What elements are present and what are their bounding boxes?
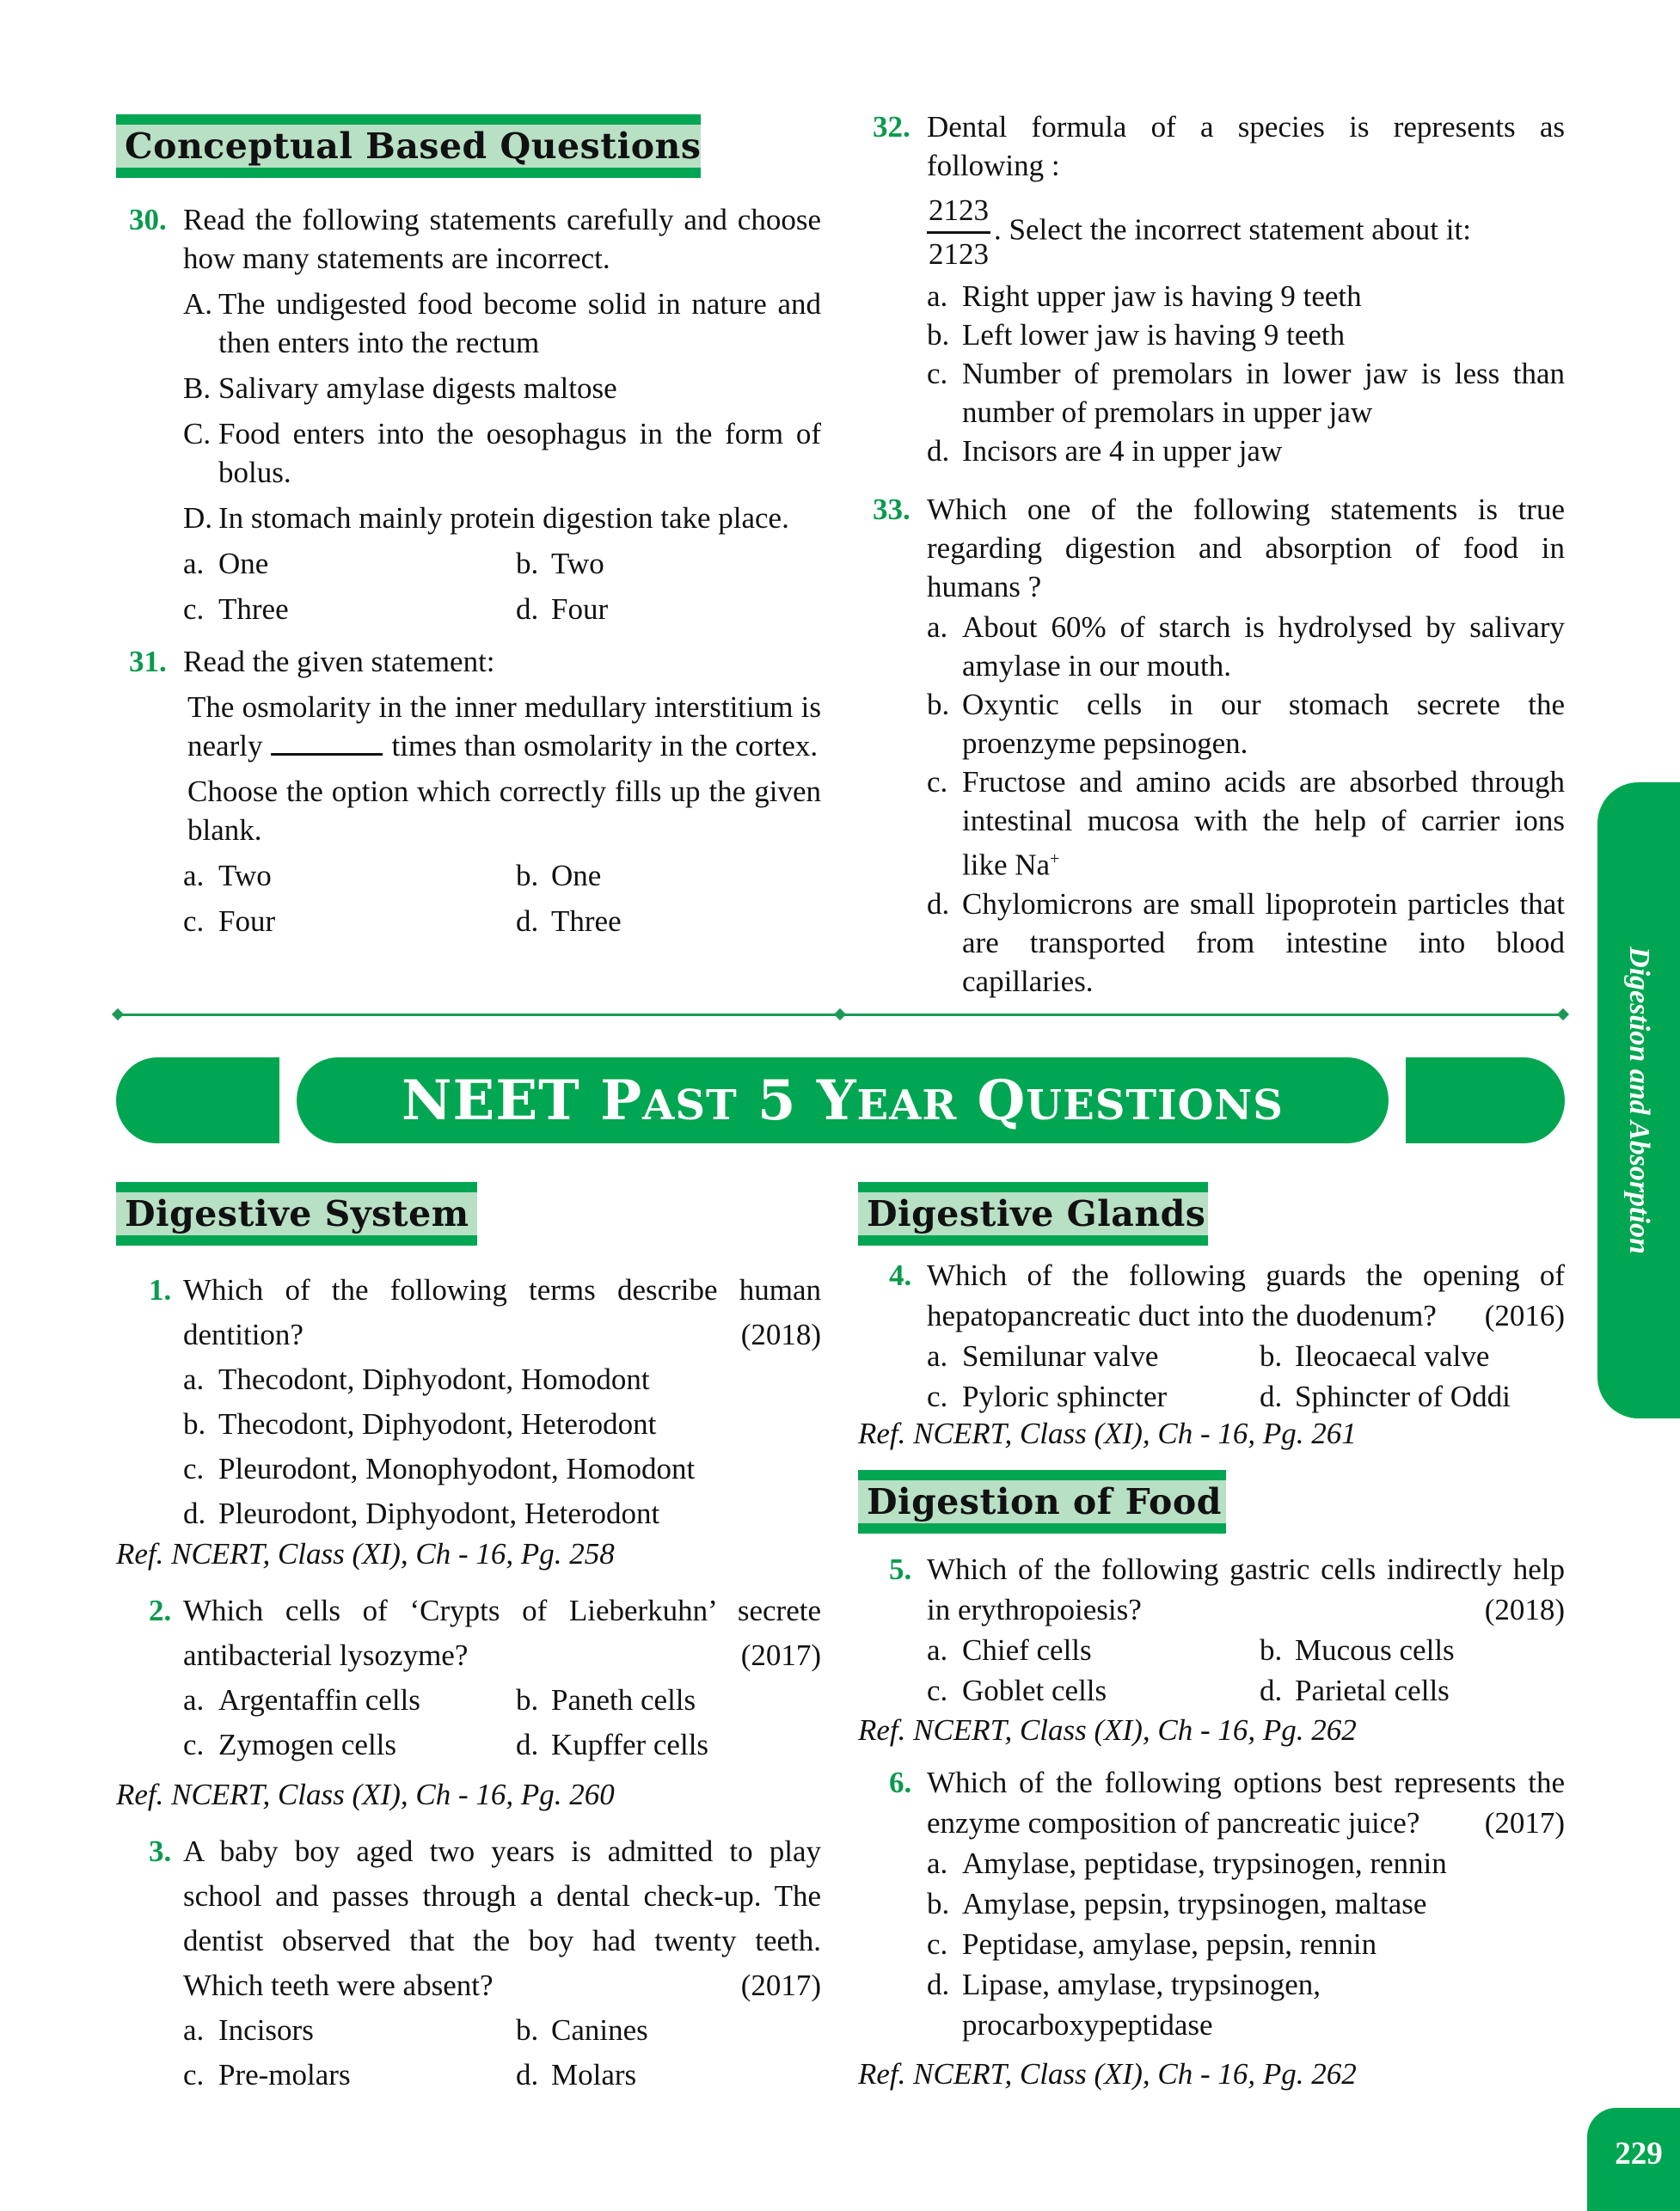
banner-word: 5 — [737, 1068, 817, 1133]
banner-word: NEET — [402, 1068, 601, 1133]
question-number: 3. — [149, 1834, 172, 1868]
page-number-badge — [1587, 2108, 1680, 2211]
option-d[interactable] — [516, 590, 821, 628]
option-text: Fructose and amino acids are absorbed through intestinal mucosa with the help of carrier ions like Na — [962, 765, 1565, 882]
option-label: a. — [927, 1633, 948, 1667]
statement-b — [183, 369, 821, 407]
question-year: (2018) — [1484, 1593, 1565, 1626]
question-30 — [129, 200, 821, 628]
option-c[interactable] — [927, 1924, 1565, 1964]
option-label: c. — [183, 904, 205, 938]
question-number: 1. — [149, 1273, 172, 1307]
question-text-body: Which of the following gastric cells indirectly help in erythropoiesis? — [927, 1553, 1565, 1626]
option-c[interactable] — [183, 2053, 516, 2098]
divider-diamond-icon — [834, 1008, 846, 1020]
option-label: a. — [927, 1339, 948, 1373]
option-b[interactable] — [183, 1402, 821, 1447]
option-text: Pleurodont, Monophyodont, Homodont — [218, 1452, 696, 1485]
question-text: Which one of the following statements is true regarding digestion and absorption of food in humans ? — [927, 493, 1565, 603]
question-text: Read the following statements carefully and choose how many statements are incorrect. — [183, 203, 821, 275]
option-text: Four — [551, 592, 609, 626]
option-text: Oxyntic cells in our stomach secrete the proenzyme pepsinogen. — [962, 688, 1565, 760]
statement-post: times than osmolarity in the cortex. — [391, 729, 819, 763]
formula-denominator: 2123 — [929, 237, 989, 271]
question-text-body: A baby boy aged two years is admitted to play school and passes through a dental check-up. The dentist observed that the boy had twenty teeth. Which teeth were absent? — [183, 1834, 821, 2002]
option-c[interactable] — [183, 1723, 516, 1767]
statement-pre: The osmolarity in the inner medullary interstitium is nearly — [187, 690, 821, 763]
question-text — [927, 1762, 1565, 1843]
option-a[interactable] — [927, 1630, 1260, 1670]
section-heading-digestion-of-food — [858, 1470, 1226, 1534]
banner-right-cap — [1406, 1057, 1565, 1143]
option-text: Molars — [551, 2058, 637, 2092]
option-label: a. — [183, 2013, 205, 2047]
statement-a — [183, 285, 821, 362]
option-b[interactable] — [927, 1883, 1565, 1924]
section-heading-digestive-glands — [858, 1182, 1208, 1246]
option-d[interactable] — [927, 432, 1565, 470]
chapter-side-tab-label — [1597, 782, 1680, 1418]
option-text: Two — [218, 859, 272, 892]
neet-question-6 — [889, 1762, 1565, 2045]
neet-question-3 — [149, 1829, 821, 2098]
option-label: b. — [516, 547, 539, 580]
option-a[interactable] — [927, 1336, 1260, 1376]
option-text: Chief cells — [962, 1633, 1092, 1667]
option-text: One — [551, 859, 602, 892]
option-label: b. — [927, 318, 950, 352]
option-text: Chylomicrons are small lipoprotein particles that are transported from intestine into blood capillaries. — [962, 886, 1565, 998]
statement-label: D. — [183, 501, 213, 535]
fill-blank — [271, 727, 383, 756]
statement-text: The undigested food become solid in nature and then enters into the rectum — [218, 287, 821, 359]
option-text: Incisors are 4 in upper jaw — [962, 434, 1283, 468]
option-d[interactable] — [927, 1964, 1375, 2045]
section-heading-text: Digestive System — [125, 1193, 469, 1234]
option-c[interactable] — [183, 590, 516, 628]
option-text: Incisors — [218, 2013, 314, 2047]
option-b[interactable] — [1260, 1336, 1565, 1376]
neet-question-1 — [149, 1268, 821, 1536]
option-label: c. — [927, 1674, 948, 1707]
options — [183, 856, 821, 940]
option-label: d. — [516, 2058, 539, 2092]
option-label: b. — [516, 2013, 539, 2047]
question-text — [183, 1829, 821, 2008]
option-c[interactable] — [927, 1670, 1260, 1711]
question-text — [183, 1268, 821, 1357]
neet-question-2 — [149, 1589, 821, 1767]
option-a[interactable] — [927, 1843, 1565, 1883]
ncert-reference: Ref. NCERT, Class (XI), Ch - 16, Pg. 258 — [116, 1537, 615, 1571]
option-d[interactable] — [183, 1491, 821, 1536]
banner-word: EAR — [856, 1081, 958, 1130]
option-label: d. — [1260, 1380, 1283, 1413]
option-label: d. — [516, 1728, 539, 1761]
option-label: a. — [183, 1363, 205, 1396]
option-label: d. — [516, 904, 539, 938]
neet-banner — [297, 1057, 1389, 1143]
option-text: Paneth cells — [551, 1683, 696, 1717]
option-a[interactable] — [183, 544, 516, 583]
option-a[interactable] — [927, 277, 1565, 315]
option-label: d. — [927, 434, 950, 468]
question-text: Read the given statement: — [183, 645, 495, 678]
question-number: 4. — [889, 1259, 912, 1292]
question-year: (2017) — [740, 1638, 821, 1672]
option-text: Argentaffin cells — [218, 1683, 420, 1717]
option-text: Ileocaecal valve — [1295, 1339, 1490, 1373]
option-label: d. — [927, 886, 950, 921]
question-text — [927, 1549, 1565, 1630]
option-text: Semilunar valve — [962, 1339, 1159, 1373]
section-heading-digestive-system — [116, 1182, 477, 1246]
question-text-body: Which of the following options best represents the enzyme composition of pancreatic juice? — [927, 1766, 1565, 1840]
option-b[interactable] — [516, 544, 821, 583]
option-a[interactable] — [183, 856, 516, 895]
option-label: b. — [516, 1683, 539, 1717]
banner-word: Y — [816, 1068, 857, 1133]
option-text: Pleurodont, Diphyodont, Heterodont — [218, 1497, 660, 1530]
option-text: Pre-molars — [218, 2058, 351, 2092]
formula-fraction — [927, 190, 990, 275]
question-32 — [873, 107, 1565, 470]
option-text: Right upper jaw is having 9 teeth — [962, 279, 1362, 313]
option-text: Peptidase, amylase, pepsin, rennin — [962, 1927, 1377, 1961]
statement-text: Food enters into the oesophagus in the form of bolus. — [218, 417, 821, 489]
question-number: 30. — [129, 203, 167, 236]
option-b[interactable] — [516, 1678, 821, 1723]
option-label: a. — [183, 1683, 205, 1717]
option-c[interactable] — [927, 354, 1565, 432]
option-d[interactable] — [927, 885, 1565, 1001]
question-year: (2017) — [1484, 1806, 1565, 1840]
statement-label: C. — [183, 417, 212, 450]
option-a[interactable] — [183, 1678, 516, 1723]
option-label: d. — [1260, 1674, 1283, 1707]
section-heading-text: Digestion of Food — [867, 1481, 1222, 1522]
option-label: d. — [927, 1968, 950, 2001]
option-label: a. — [183, 547, 205, 580]
option-label: a. — [183, 859, 205, 892]
question-text — [927, 1255, 1565, 1336]
option-label: c. — [927, 357, 948, 390]
question-31 — [129, 642, 821, 940]
option-label: c. — [183, 2058, 205, 2092]
ncert-reference: Ref. NCERT, Class (XI), Ch - 16, Pg. 262 — [858, 2057, 1357, 2091]
option-a[interactable] — [183, 2008, 516, 2053]
statement-d — [183, 499, 821, 537]
option-label: b. — [183, 1407, 206, 1441]
option-label: b. — [927, 688, 950, 721]
question-number: 6. — [889, 1766, 912, 1799]
option-b[interactable] — [927, 685, 1565, 763]
ncert-reference: Ref. NCERT, Class (XI), Ch - 16, Pg. 261 — [858, 1417, 1357, 1450]
option-d[interactable] — [1260, 1670, 1565, 1711]
statement-label: B. — [183, 371, 212, 405]
section-heading-text: Digestive Glands — [867, 1193, 1206, 1234]
banner-left-cap — [116, 1057, 279, 1143]
options — [927, 1336, 1565, 1417]
question-year: (2017) — [740, 1969, 821, 2002]
statement-label: A. — [183, 287, 213, 321]
option-c[interactable] — [927, 1376, 1260, 1417]
option-label: b. — [1260, 1633, 1283, 1667]
option-text: Sphincter of Oddi — [1295, 1380, 1511, 1413]
option-label: d. — [516, 592, 539, 626]
option-c[interactable] — [927, 763, 1565, 885]
banner-word: UESTIONS — [1026, 1081, 1284, 1130]
option-label: d. — [183, 1497, 206, 1530]
option-a[interactable] — [183, 1357, 821, 1402]
divider-diamond-icon — [1557, 1008, 1569, 1020]
options — [183, 2008, 821, 2098]
instruction: Choose the option which correctly fills up the given blank. — [187, 775, 821, 847]
option-text: Canines — [551, 2013, 648, 2047]
question-text-body: Which cells of ‘Crypts of Lieberkuhn’ secrete antibacterial lysozyme? — [183, 1594, 821, 1672]
ncert-reference: Ref. NCERT, Class (XI), Ch - 16, Pg. 260 — [116, 1778, 615, 1811]
option-text: Four — [218, 904, 276, 938]
option-d[interactable] — [1260, 1376, 1565, 1417]
formula-numerator: 2123 — [927, 190, 990, 234]
question-text-body: Which of the following guards the opening of hepatopancreatic duct into the duodenum? — [927, 1259, 1565, 1332]
option-text: Goblet cells — [962, 1674, 1107, 1707]
option-label: c. — [927, 1927, 948, 1961]
option-c[interactable] — [183, 1447, 821, 1491]
option-text: Thecodont, Diphyodont, Homodont — [218, 1363, 650, 1396]
question-year: (2016) — [1484, 1299, 1565, 1332]
option-text: Parietal cells — [1295, 1674, 1450, 1707]
option-text: Thecodont, Diphyodont, Heterodont — [218, 1407, 657, 1441]
neet-banner-title — [402, 1069, 1284, 1133]
option-text: Three — [551, 904, 622, 938]
banner-word: P — [600, 1068, 643, 1133]
neet-question-4 — [889, 1255, 1565, 1417]
option-label: a. — [927, 610, 948, 644]
option-d[interactable] — [516, 1723, 821, 1767]
option-d[interactable] — [516, 902, 821, 940]
option-text: Left lower jaw is having 9 teeth — [962, 318, 1346, 352]
option-text: About 60% of starch is hydrolysed by salivary amylase in our mouth. — [962, 610, 1565, 683]
option-text: Two — [551, 547, 604, 580]
options — [183, 1678, 821, 1767]
option-text: Pyloric sphincter — [962, 1380, 1168, 1413]
banner-word: Q — [957, 1068, 1027, 1133]
section-heading-conceptual — [116, 114, 701, 178]
option-label: b. — [927, 1887, 950, 1920]
blank-statement — [183, 688, 821, 765]
option-label: c. — [183, 1452, 205, 1485]
dental-formula — [927, 190, 1565, 275]
option-b[interactable] — [1260, 1630, 1565, 1670]
superscript-plus: + — [1050, 849, 1060, 868]
question-text — [183, 1589, 821, 1678]
option-label: b. — [516, 859, 539, 892]
option-b[interactable] — [516, 2008, 821, 2053]
option-label: b. — [1260, 1339, 1283, 1373]
option-c[interactable] — [183, 902, 516, 940]
option-text: Amylase, pepsin, trypsinogen, maltase — [962, 1887, 1427, 1920]
option-text: Amylase, peptidase, trypsinogen, rennin — [962, 1847, 1447, 1880]
options — [183, 544, 821, 628]
option-text: Kupffer cells — [551, 1728, 709, 1761]
question-number: 2. — [149, 1594, 172, 1627]
statement-c — [183, 414, 821, 492]
option-d[interactable] — [516, 2053, 821, 2098]
option-a[interactable] — [927, 608, 1565, 685]
ncert-reference: Ref. NCERT, Class (XI), Ch - 16, Pg. 262 — [858, 1713, 1357, 1747]
option-text: Zymogen cells — [218, 1728, 397, 1761]
statement-text: Salivary amylase digests maltose — [218, 371, 617, 405]
option-text: Mucous cells — [1295, 1633, 1455, 1667]
option-b[interactable] — [927, 315, 1565, 354]
question-text-body: Which of the following terms describe human dentition? — [183, 1273, 821, 1351]
statement-text: In stomach mainly protein digestion take place. — [218, 501, 789, 535]
option-label: a. — [927, 1847, 948, 1880]
option-text: Three — [218, 592, 289, 626]
section-heading-text: Conceptual Based Questions — [125, 126, 702, 167]
option-b[interactable] — [516, 856, 821, 895]
question-33 — [873, 490, 1565, 1001]
option-label: a. — [927, 279, 948, 313]
question-number: 33. — [873, 493, 911, 526]
question-number: 31. — [129, 645, 167, 678]
option-label: c. — [183, 1728, 205, 1761]
chapter-title: Digestion and Absorption — [1623, 946, 1655, 1254]
question-text: Dental formula of a species is represents as following : — [927, 110, 1565, 182]
divider-diamond-icon — [112, 1008, 124, 1020]
page-number: 229 — [1615, 2136, 1663, 2171]
formula-suffix: . Select the incorrect statement about it: — [994, 212, 1471, 247]
option-label: c. — [927, 1380, 948, 1413]
neet-question-5 — [889, 1549, 1565, 1711]
option-label: c. — [927, 765, 948, 799]
question-number: 32. — [873, 110, 911, 144]
question-number: 5. — [889, 1553, 912, 1586]
question-year: (2018) — [740, 1318, 821, 1351]
option-text: Lipase, amylase, trypsinogen, procarboxypeptidase — [962, 1968, 1321, 2042]
option-label: c. — [183, 592, 205, 626]
option-text: One — [218, 547, 269, 580]
options — [927, 1630, 1565, 1711]
option-text: Number of premolars in lower jaw is less than number of premolars in upper jaw — [962, 357, 1565, 429]
banner-word: AST — [642, 1081, 738, 1130]
